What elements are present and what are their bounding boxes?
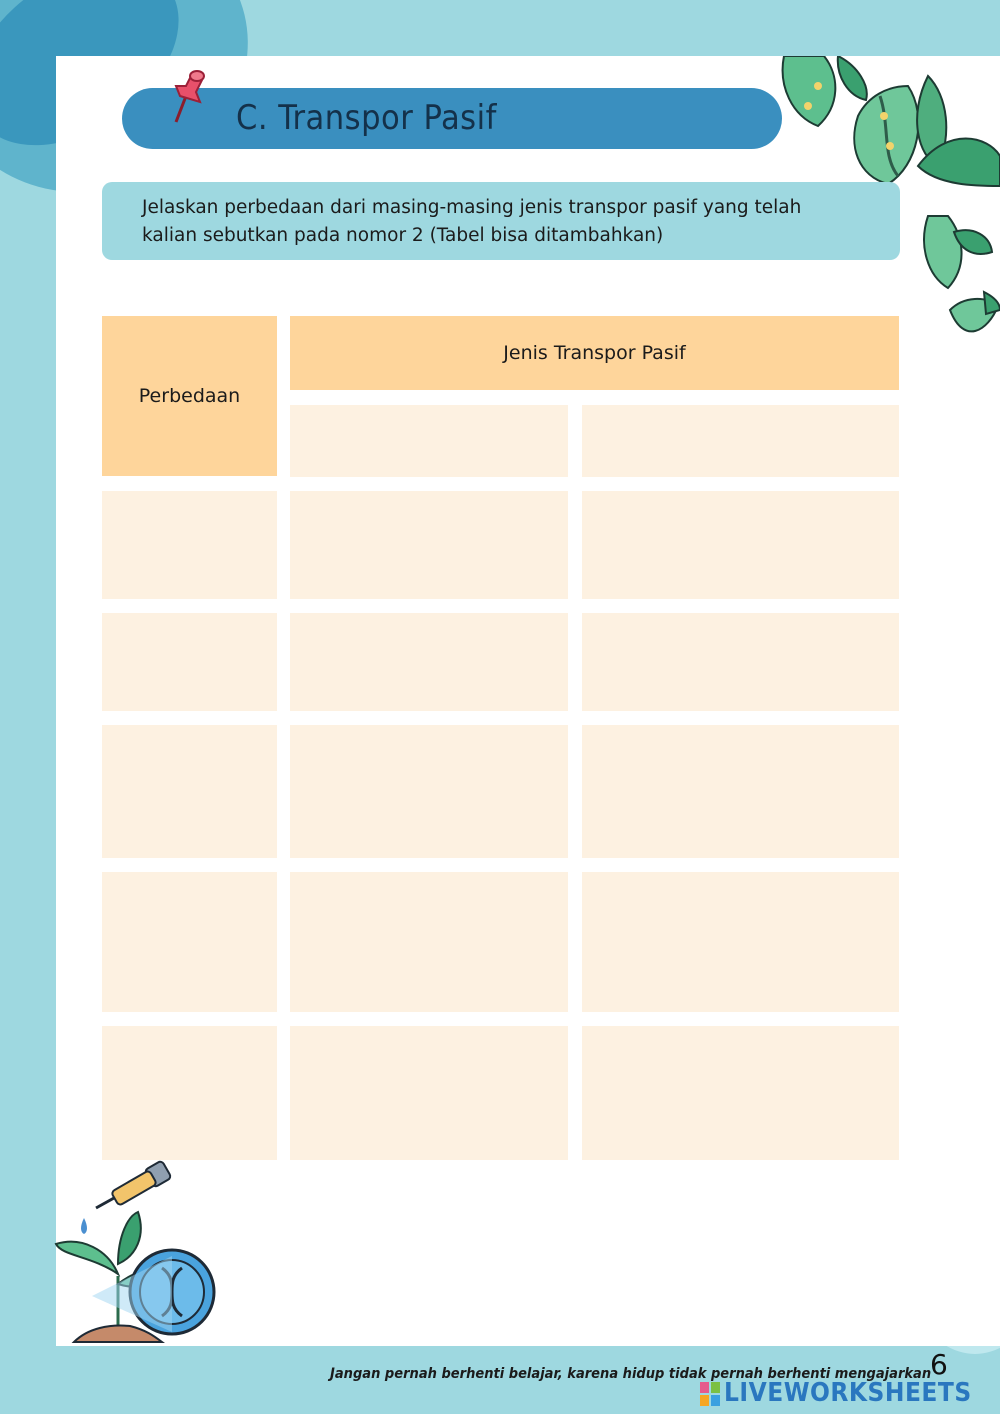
push-pin-icon xyxy=(166,66,210,126)
table-cell-r3-c3[interactable] xyxy=(582,725,899,858)
table-cell-r2-c2[interactable] xyxy=(290,613,568,711)
subheader-cell-2[interactable] xyxy=(582,405,899,477)
table-cell-r1-c3[interactable] xyxy=(582,491,899,599)
table-cell-r4-c3[interactable] xyxy=(582,872,899,1012)
instruction-box xyxy=(102,182,900,260)
row-header-label: Perbedaan xyxy=(138,385,241,407)
page-number: 6 xyxy=(930,1348,948,1381)
table-cell-r5-c2[interactable] xyxy=(290,1026,568,1160)
column-group-header-label: Jenis Transpor Pasif xyxy=(503,342,686,364)
table-cell-r2-c3[interactable] xyxy=(582,613,899,711)
subheader-cell-1[interactable] xyxy=(290,405,568,477)
table-cell-r5-c3[interactable] xyxy=(582,1026,899,1160)
liveworksheets-watermark xyxy=(700,1378,972,1408)
table-cell-r5-c1[interactable] xyxy=(102,1026,277,1160)
instruction-line-2: kalian sebutkan pada nomor 2 (Tabel bisa ditambahkan) xyxy=(142,225,664,246)
table-cell-r4-c1[interactable] xyxy=(102,872,277,1012)
page-title: C. Transpor Pasif xyxy=(236,98,497,138)
table-cell-r1-c2[interactable] xyxy=(290,491,568,599)
table-cell-r3-c1[interactable] xyxy=(102,725,277,858)
table-cell-r1-c1[interactable] xyxy=(102,491,277,599)
table-cell-r2-c1[interactable] xyxy=(102,613,277,711)
liveworksheets-logo-icon xyxy=(700,1382,720,1406)
table-cell-r4-c2[interactable] xyxy=(290,872,568,1012)
watermark-text: LIVEWORKSHEETS xyxy=(724,1378,972,1408)
instruction-line-1: Jelaskan perbedaan dari masing-masing jenis transpor pasif yang telah xyxy=(142,197,802,218)
footer-quote: Jangan pernah berhenti belajar, karena hidup tidak pernah berhenti mengajarkan xyxy=(330,1366,932,1382)
pipette-plant-dna-icon xyxy=(52,1156,222,1348)
table-cell-r3-c2[interactable] xyxy=(290,725,568,858)
